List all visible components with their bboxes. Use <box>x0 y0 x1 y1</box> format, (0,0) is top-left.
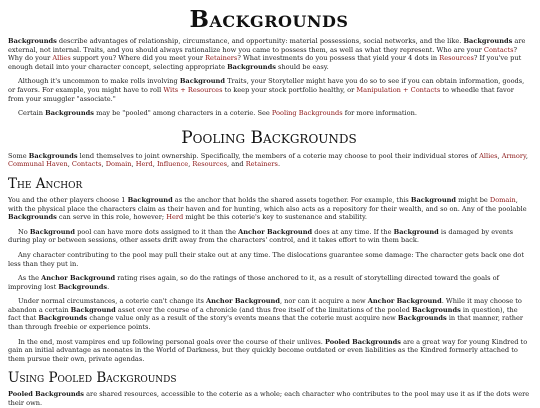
bold-term: Backgrounds <box>8 213 57 222</box>
link-armory[interactable]: Armory <box>501 151 526 160</box>
intro-paragraph-2: Although it's uncommon to make rolls involving Background Traits, your Storyteller might have you do so to see if you can obtain information, goods, or favors. For example, you might have to roll Wits + Resources to keep your stock portfolio healthy, or Manipulation + Contacts to wheedle that favor from your smuggler "associate." <box>8 77 525 103</box>
anchor-paragraph-1: You and the other players choose 1 Background as the anchor that holds the shared assets together. For example, this Background might be Domain, with the physical place the characters claim as their haven and for hunting, which also acts as a repository for their wealth, and so on. Any of the poolable Backgrounds can serve in this role, however; Herd might be this coterie's key to sustenance and stability. <box>8 195 527 222</box>
link-influence[interactable]: Influence <box>156 160 189 169</box>
bold-term: Background <box>127 195 173 204</box>
bold-term: Backgrounds <box>463 37 513 45</box>
link-manipulation-contacts[interactable]: Manipulation + Contacts <box>356 85 441 94</box>
link-allies[interactable]: Allies <box>479 151 498 160</box>
bold-term: Backgrounds <box>411 305 461 314</box>
intro-paragraph-1: Backgrounds describe advantages of relationship, circumstance, and opportunity: material possessions, social networks, and the like. Backgrounds are external, not internal. Traits, and you should always rationalize how you came to possess them, as well as what they represent. Who are your Contacts? Why do your Allies support you? Where did you meet your Retainers? What investments do you possess that yield your 4 dots in Resources? If you've put enough detail into your character concept, selecting appropriate Backgrounds should be easy. <box>8 37 526 71</box>
pooling-paragraph-1: Some Backgrounds lend themselves to joint ownership. Specifically, the members of a coterie may choose to pool their individual stores of Allies, Armory, Communal Haven, Contacts, Domain, Herd, Influence, Resources, and Retainers. <box>8 151 528 169</box>
link-allies[interactable]: Allies <box>52 54 71 63</box>
anchor-paragraph-5: Under normal circumstances, a coterie can't change its Anchor Background, nor can it acquire a new Anchor Background. While it may choose to abandon a certain Background asset over the course of a chronicle (and thus free itself of the limitations of the pooled Backgrounds in question), the fact that Backgrounds change value only as a result of the story's events means that the coterie must acquire new Backgrounds in that manner, rather than through freebie or experience points. <box>8 297 524 332</box>
link-wits-resources[interactable]: Wits + Resources <box>163 85 223 94</box>
anchor-paragraph-4: As the Anchor Background rating rises again, so do the ratings of those anchored to it, as a result of storytelling directed toward the goals of improving lost Backgrounds. <box>8 274 500 291</box>
link-herd[interactable]: Herd <box>166 213 184 222</box>
anchor-paragraph-6: In the end, most vampires end up following personal goals over the course of their unlives. Pooled Backgrounds are a great way for young Kindred to gain an initial advantage as neonates in the World of Darkness, but they quickly become outdated or even liabilities as the Kindred formerly attached to them pursue their own, private agendas. <box>8 337 528 363</box>
anchor-paragraph-3: Any character contributing to the pool may pull their stake out at any time. The dislocations guarantee some damage: The character gets back one dot less than they put in. <box>8 250 525 268</box>
link-resources[interactable]: Resources <box>439 54 474 63</box>
bold-term: Background <box>29 227 75 236</box>
link-retainers[interactable]: Retainers <box>245 160 278 169</box>
link-domain[interactable]: Domain <box>105 160 132 169</box>
link-retainers[interactable]: Retainers <box>205 54 238 63</box>
bold-term: Pooled Backgrounds <box>324 337 401 346</box>
link-domain[interactable]: Domain <box>489 195 516 204</box>
link-contacts[interactable]: Contacts <box>71 160 102 169</box>
bold-term: Backgrounds <box>28 151 78 160</box>
bold-term: Background <box>179 77 225 86</box>
bold-term: Background <box>393 227 439 236</box>
bold-term: Backgrounds <box>8 37 57 45</box>
link-communal-haven[interactable]: Communal Haven <box>8 160 68 169</box>
pooling-heading: Pooling Backgrounds <box>181 127 357 148</box>
bold-term: Background <box>70 305 116 314</box>
bold-term: Anchor Background <box>238 227 313 236</box>
anchor-heading: The Anchor <box>8 175 83 192</box>
link-resources[interactable]: Resources <box>192 160 227 169</box>
link-contacts[interactable]: Contacts <box>483 45 514 54</box>
using-paragraph-1: Pooled Backgrounds are shared resources, accessible to the coterie as a whole; each character who contributes to the pool may use it as if the dots were their own. <box>8 390 530 408</box>
anchor-paragraph-2: No Background pool can have more dots assigned to it than the Anchor Background does at any time. If the Background is damaged by events during play or between sessions, other assets drift away from the characters' control, and it takes effort to win them back. <box>8 227 514 245</box>
bold-term: Anchor Background <box>367 297 442 306</box>
using-heading: Using Pooled Backgrounds <box>8 370 177 387</box>
bold-term: Background <box>410 195 457 204</box>
intro-paragraph-3: Certain Backgrounds may be "pooled" among characters in a coterie. See Pooling Backgrounds for more information. <box>18 109 417 118</box>
bold-term: Backgrounds <box>58 282 108 291</box>
link-herd[interactable]: Herd <box>135 160 153 169</box>
bold-term: Anchor Background <box>205 297 280 306</box>
page-title: Backgrounds <box>189 6 349 33</box>
bold-term: Backgrounds <box>38 314 88 323</box>
bold-term: Backgrounds <box>45 109 94 118</box>
bold-term: Backgrounds <box>227 62 276 71</box>
bold-term: Pooled Backgrounds <box>8 390 85 399</box>
bold-term: Anchor Background <box>41 274 116 283</box>
link-pooling-backgrounds[interactable]: Pooling Backgrounds <box>271 109 343 118</box>
bold-term: Backgrounds <box>397 314 447 323</box>
